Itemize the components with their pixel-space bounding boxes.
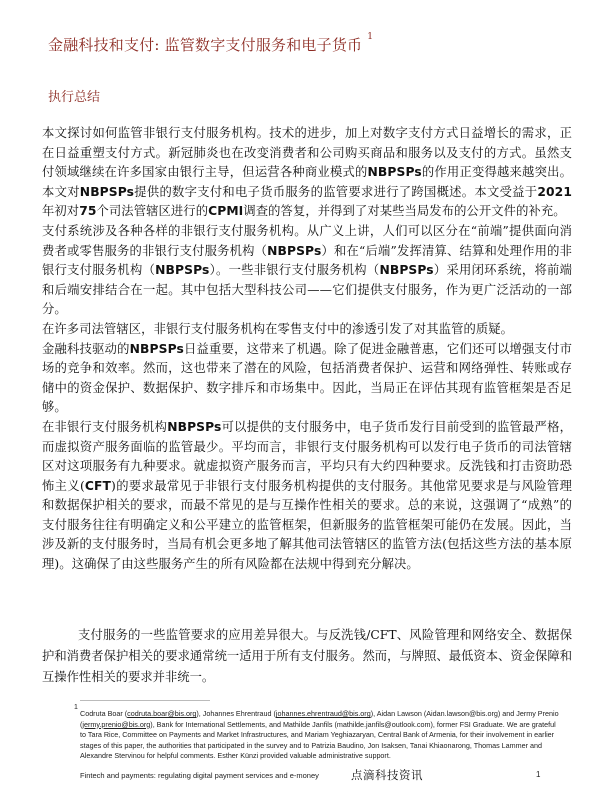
- bold-term: NBPSPs: [267, 243, 322, 258]
- text-run: ）采用闭环系统，将前端和后端安排结合在一起。其中包括大型科技公司——它们提供支付服务，作为更广泛活动的一部分。: [42, 263, 572, 317]
- email-link[interactable]: johannes.ehrentraud@bis.org: [275, 709, 371, 718]
- text-run: 日益重要，这带来了机遇。除了促进金融普惠，它们还可以增强支付市场的竞争和效率。然而，这也带来了潜在的风险，包括消费者保护、运营和网络弹性、转账或存储中的资金保护、数据保护、数字排斥和市场集中。因此，当局正在评估其现有监管框架是否足够。: [42, 341, 572, 415]
- text-run: 在非银行支付服务机构: [42, 419, 168, 434]
- text-run: 在许多司法管辖区，非银行支付服务机构在零售支付中的渗透引发了对其监管的质疑。: [42, 321, 514, 336]
- footnote-run: Codruta Boar (: [80, 709, 128, 718]
- text-run: 调查的答复，并得到了对某些当局发布的公开文件的补充。: [243, 204, 566, 219]
- body-paragraph: [42, 320, 572, 340]
- text-run: 金融科技驱动的: [42, 341, 130, 356]
- footnote-divider: [80, 700, 210, 701]
- text-run: 本文探讨如何监管非银行支付服务机构。技术的进步，加上对数字支付方式日益增长的需求，正在日益重塑支付方式。新冠肺炎也在改变消费者和公司购买商品和服务以及支付的方式。虽然支付领域继续在许多国家由银行主导，但运营各种商业模式的: [42, 126, 572, 180]
- footnote-run: ), Bank for International Settlements, and Mathilde Janfils (mathilde.janfils@outlook.com), former FSI Graduate. We are grateful to Tara Rice, Committee on Payments and Market Infrastructures, and Mariam Yeghiazaryan, Central Bank of Armenia, for their involvement in earlier stages of this paper, the authorities that participated in the survey and to Patrizia Baudino, Jon Isaksen, Tanai Khiaonarong, Thomas Lammer and Alexandre Stervinou for helpful comments. Esther Künzi provided valuable administrative support.: [80, 719, 556, 760]
- footnote: [74, 704, 562, 762]
- section-heading: 执行总结: [48, 90, 101, 105]
- body-paragraph: [42, 222, 572, 320]
- email-link[interactable]: jermy.prenio@bis.org: [82, 719, 151, 729]
- title-footnote-mark: 1: [367, 32, 374, 42]
- document-title: 金融科技和支付: 监管数字支付服务和电子货币 $^1$: [48, 32, 374, 54]
- body-paragraph: [42, 124, 572, 222]
- text-run: 个司法管辖区进行的: [96, 204, 209, 219]
- bold-term: NBPSPs: [367, 165, 422, 180]
- footnote-run: ), Aidan Lawson (Aidan.lawson@bis.org) and Jermy Prenio (: [80, 709, 559, 729]
- text-run: 的作用正变得越来越突出。本文对: [42, 165, 572, 199]
- executive-summary-body: [42, 124, 572, 575]
- bold-term: NBPSPs: [129, 341, 184, 356]
- footnote-mark: 1: [74, 704, 78, 711]
- footnote-text: [80, 709, 559, 760]
- email-link[interactable]: codruta.boar@bis.org: [127, 709, 197, 718]
- bold-term: CPMI: [208, 204, 244, 219]
- body-paragraph: [42, 340, 572, 418]
- bold-term: CFT: [84, 478, 112, 493]
- text-run: 支付系统涉及各种各样的非银行支付服务机构。从广义上讲，人们可以区分在“前端”提供面向消费者或零售服务的非银行支付服务机构（: [42, 223, 572, 258]
- text-run: 可以提供的支付服务中，电子货币发行目前受到的监管最严格，而虚拟资产服务面临的监管最少。平均而言，非银行支付服务机构可以发行电子货币的司法管辖区对这项服务有九种要求。就虚拟资产服务而言，平均只有大约四种要求。反洗钱和打击资助恐怖主义(: [42, 419, 572, 493]
- bold-term: NBPSPs: [79, 184, 135, 199]
- text-run: ）和在“后端”发挥清算、结算和处理作用的非银行支付服务机构（: [42, 243, 572, 278]
- closing-paragraph: 支付服务的一些监管要求的应用差异很大。与反洗钱/CFT、风险管理和网络安全、数据保护和消费者保护相关的要求通常统一适用于所有支付服务。然而，与牌照、最低资本、资金保障和互操作性相关的要求并非统一。: [42, 628, 572, 684]
- body-paragraph: [42, 418, 572, 575]
- bold-term: NBPSPs: [379, 263, 434, 278]
- bold-term: NBPSPs: [167, 419, 222, 434]
- bold-term: 75: [79, 204, 97, 219]
- footnote-run: ), Johannes Ehrentraud (: [196, 709, 276, 718]
- footer-brand-watermark: 点滴科技资讯: [351, 768, 423, 782]
- bold-term: NBPSPs: [155, 263, 210, 278]
- text-run: 提供的数字支付和电子货币服务的监管要求进行了跨国概述。本文受益于: [134, 184, 538, 199]
- text-run: ）。一些非银行支付服务机构（: [209, 263, 380, 278]
- footer-document-title: Fintech and payments: regulating digital payment services and e-money: [80, 771, 319, 780]
- bold-term: 2021: [537, 184, 572, 199]
- text-run: )的要求最常见于非银行支付服务机构提供的支付服务。其他常见要求是与风险管理和数据保护相关的要求，而最不常见的是与互操作性相关的要求。总的来说，这强调了“成熟”的支付服务往往有明确定义和公平建立的监管框架，但新服务的监管框架可能仍在发展。因此，当涉及新的支付服务时，当局有机会更多地了解其他司法管辖区的监管方法(包括这些方法的基本原理)。这确保了由这些服务产生的所有风险都在法规中得到充分解决。: [42, 478, 572, 572]
- page-number: 1: [536, 770, 541, 779]
- text-run: 年初对: [42, 204, 80, 219]
